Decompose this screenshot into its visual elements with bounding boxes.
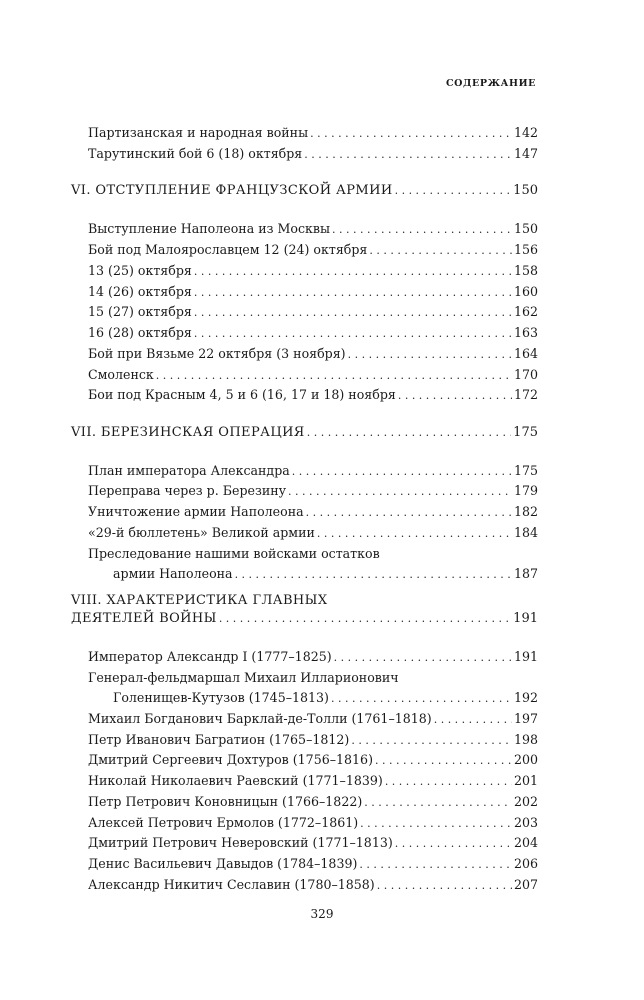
toc-leader [194,263,512,281]
toc-entry-page: 201 [513,773,538,788]
toc-leader [304,146,512,164]
toc-entry-page: 160 [513,284,538,299]
toc-entry-page: 156 [513,242,538,257]
toc-entry-title: «29-й бюллетень» Великой армии [88,525,315,540]
toc-entry-page: 182 [513,504,538,519]
toc-leader [317,525,512,543]
toc-entry-title: Переправа через р. Березину [88,483,287,498]
toc-entry-title: Выступление Наполеона из Москвы [88,221,330,236]
toc-entry-page: 204 [513,835,538,850]
toc-entry-title: Император Александр I (1777–1825) [88,649,332,664]
toc-leader [348,346,512,364]
toc-entry[interactable] [88,731,538,750]
toc-leader [194,304,512,322]
toc-entry[interactable] [88,751,538,770]
toc-entry-page: 202 [513,794,538,809]
toc-chapter-7[interactable] [71,424,538,442]
toc-leader [331,690,512,708]
toc-entry-title: Дмитрий Петрович Неверовский (1771–1813) [88,835,393,850]
toc-leader [385,773,512,791]
toc-entry-page: 200 [513,752,538,767]
toc-leader [395,835,512,853]
toc-leader [375,752,512,770]
toc-entry-line1[interactable] [88,545,538,563]
toc-entry-title: План императора Александра [88,463,290,478]
toc-entry-line2[interactable] [113,689,538,708]
toc-entry-title: Денис Васильевич Давыдов (1784–1839) [88,856,358,871]
toc-leader [377,877,512,895]
toc-entry-page: 172 [513,387,538,402]
toc-entry-page: 207 [513,877,538,892]
chapter-title: VI. ОТСТУПЛЕНИЕ ФРАНЦУЗСКОЙ АРМИИ [71,183,393,198]
toc-entry-page: 187 [513,566,538,581]
chapter-title: ДЕЯТЕЛЕЙ ВОЙНЫ [71,611,217,626]
toc-entry-title: Уничтожение армии Наполеона [88,504,304,519]
toc-entry[interactable] [88,814,538,833]
chapter-title: VIII. ХАРАКТЕРИСТИКА ГЛАВНЫХ [71,593,328,608]
toc-entry-title: Преследование нашими войсками остатков [88,546,380,561]
toc-leader [156,367,512,385]
toc-entry-page: 191 [513,649,538,664]
toc-entry-title: Бои под Красным 4, 5 и 6 (16, 17 и 18) ноября [88,387,396,402]
chapter-page: 175 [513,425,538,440]
chapter-page: 191 [513,611,538,626]
toc-leader [351,732,512,750]
chapter-title: VII. БЕРЕЗИНСКАЯ ОПЕРАЦИЯ [71,425,305,440]
toc-leader [307,424,511,442]
toc-leader [219,610,511,628]
toc-entry-title: Петр Иванович Багратион (1765–1812) [88,732,350,747]
toc-entry[interactable] [88,503,538,522]
toc-entry-line2[interactable] [113,565,538,584]
toc-entry[interactable] [88,710,538,729]
toc-entry[interactable] [88,241,538,260]
toc-entry[interactable] [88,262,538,281]
toc-leader [334,649,512,667]
running-header: СОДЕРЖАНИЕ [445,78,536,89]
toc-leader [359,856,512,874]
toc-entry-title: Партизанская и народная войны [88,125,309,140]
toc-chapter-8-line1[interactable] [71,592,538,610]
toc-entry[interactable] [88,145,538,164]
toc-leader [332,221,512,239]
toc-entry-page: 162 [513,304,538,319]
toc-entry-page: 198 [513,732,538,747]
toc-entry[interactable] [88,366,538,385]
toc-entry[interactable] [88,124,538,143]
toc-entry-page: 203 [513,815,538,830]
toc-leader [398,387,512,405]
toc-entry[interactable] [88,876,538,895]
toc-entry-title: Алексей Петрович Ермолов (1772–1861) [88,815,359,830]
toc-leader [194,284,512,302]
toc-entry-title: Александр Никитич Сеславин (1780–1858) [88,877,375,892]
toc-leader [288,483,512,501]
toc-entry-title: 16 (28) октября [88,325,192,340]
toc-entry-title: 13 (25) октября [88,263,192,278]
toc-entry-page: 170 [513,367,538,382]
toc-leader [369,242,512,260]
toc-entry[interactable] [88,772,538,791]
toc-entry[interactable] [88,855,538,874]
toc-leader [235,566,512,584]
toc-entry-page: 164 [513,346,538,361]
toc-entry-title: Петр Петрович Коновницын (1766–1822) [88,794,363,809]
toc-entry-page: 158 [513,263,538,278]
toc-entry-page: 147 [513,146,538,161]
toc-entry-page: 197 [513,711,538,726]
page-number: 329 [310,907,334,921]
toc-entry[interactable] [88,524,538,543]
toc-entry-line1[interactable] [88,669,538,687]
toc-entry-page: 142 [513,125,538,140]
toc-chapter-6[interactable] [71,182,538,200]
toc-leader [434,711,512,729]
toc-entry[interactable] [88,648,538,667]
toc-chapter-8-line2[interactable] [71,610,538,628]
toc-entry-page: 184 [513,525,538,540]
toc-entry-title: Голенищев-Кутузов (1745–1813) [113,690,329,705]
toc-leader [306,504,512,522]
toc-entry-title: Смоленск [88,367,154,382]
toc-entry-title: Генерал-фельдмаршал Михаил Илларионович [88,670,399,685]
toc-entry-page: 179 [513,483,538,498]
chapter-page: 150 [513,183,538,198]
toc-leader [292,463,512,481]
toc-entry-page: 163 [513,325,538,340]
toc-entry[interactable] [88,345,538,364]
toc-entry[interactable] [88,462,538,481]
toc-entry-title: Николай Николаевич Раевский (1771–1839) [88,773,383,788]
toc-entry[interactable] [88,303,538,322]
toc-entry-title: 14 (26) октября [88,284,192,299]
toc-entry-page: 150 [513,221,538,236]
toc-entry[interactable] [88,283,538,302]
toc-entry[interactable] [88,834,538,853]
toc-leader [310,125,512,143]
toc-leader [194,325,512,343]
toc-entry-title: Бой под Малоярославцем 12 (24) октября [88,242,368,257]
toc-leader [364,794,512,812]
toc-entry[interactable] [88,324,538,343]
toc-entry[interactable] [88,386,538,405]
toc-entry[interactable] [88,220,538,239]
toc-leader [360,815,512,833]
toc-entry-title: Тарутинский бой 6 (18) октября [88,146,303,161]
toc-entry-page: 175 [513,463,538,478]
toc-entry-page: 192 [513,690,538,705]
toc-entry-title: Михаил Богданович Барклай-де-Толли (1761–1818) [88,711,432,726]
toc-entry-page: 206 [513,856,538,871]
toc-entry[interactable] [88,793,538,812]
toc-entry-title: Бой при Вязьме 22 октября (3 ноября) [88,346,346,361]
toc-entry-title: армии Наполеона [113,566,233,581]
toc-entry-title: Дмитрий Сергеевич Дохтуров (1756–1816) [88,752,373,767]
toc-leader [395,182,512,200]
toc-entry-title: 15 (27) октября [88,304,192,319]
toc-entry[interactable] [88,482,538,501]
